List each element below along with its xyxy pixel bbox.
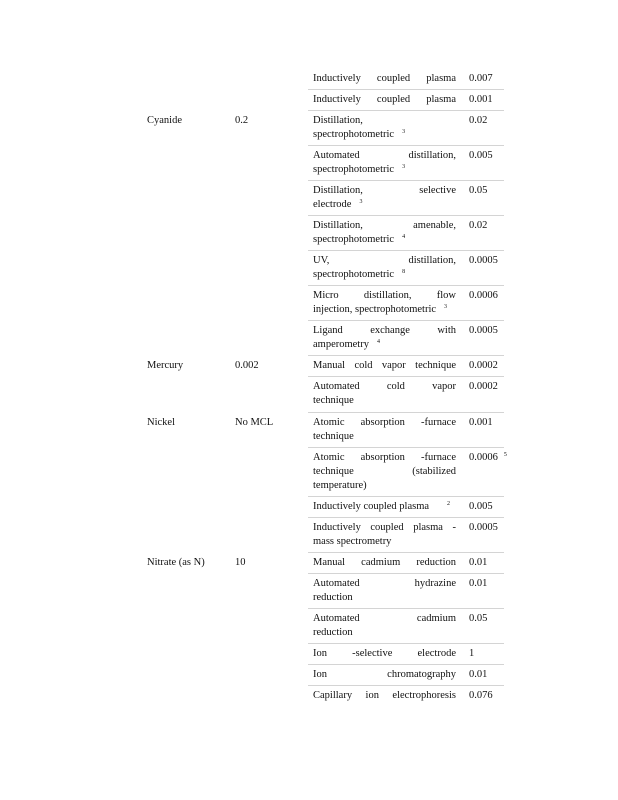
method-line: Inductively coupled plasma — [313, 73, 456, 84]
detection-limit-value: 0.001 — [469, 417, 493, 428]
footnote-marker: 4 — [376, 339, 380, 345]
detection-limit-value: 1 — [469, 648, 475, 659]
detection-limit-cell — [469, 359, 498, 373]
method-line: Capillary ion electrophoresis — [313, 690, 456, 701]
footnote-marker: 4 — [402, 234, 406, 240]
method-line: spectrophotometric — [313, 234, 395, 245]
row-divider — [308, 250, 504, 251]
method-cell — [313, 668, 456, 682]
detection-limit-value: 0.0005 — [469, 255, 498, 266]
method-line: Atomic absorption -furnace — [313, 452, 456, 463]
row-divider — [308, 517, 504, 518]
detection-limit-value: 0.01 — [469, 557, 488, 568]
mcl-cell: No MCL — [235, 417, 274, 428]
detection-limit-cell — [469, 184, 487, 198]
detection-limit-value: 0.007 — [469, 73, 493, 84]
detection-limit-cell — [469, 219, 487, 233]
contaminant-cell: Cyanide — [147, 115, 182, 126]
method-line: Automated hydrazine — [313, 578, 456, 589]
method-line: temperature) — [313, 480, 367, 491]
row-divider — [308, 496, 504, 497]
method-line: mass spectrometry — [313, 536, 392, 547]
method-line: injection, spectrophotometric — [313, 304, 437, 315]
method-cell — [313, 577, 456, 605]
method-cell — [313, 93, 456, 107]
detection-limit-value: 0.001 — [469, 94, 493, 105]
detection-limit-value: 0.0002 — [469, 381, 498, 392]
detection-limit-value: 0.01 — [469, 669, 488, 680]
detection-limit-value: 0.0005 — [469, 522, 498, 533]
detection-limit-value: 0.005 — [469, 150, 493, 161]
method-cell — [313, 556, 456, 570]
row-divider — [308, 376, 504, 377]
method-line: Ligand exchange with — [313, 325, 456, 336]
method-cell — [313, 380, 456, 408]
detection-limit-cell — [469, 149, 493, 163]
row-divider — [308, 608, 504, 609]
method-line: Inductively coupled plasma — [313, 501, 430, 512]
row-divider — [308, 355, 504, 356]
detection-limit-cell — [469, 416, 493, 430]
row-divider — [308, 89, 504, 90]
detection-limit-value: 0.005 — [469, 501, 493, 512]
method-line: reduction — [313, 592, 353, 603]
method-line: spectrophotometric — [313, 164, 395, 175]
method-line: Automated cold vapor — [313, 381, 456, 392]
method-line: technique — [313, 395, 354, 406]
row-divider — [308, 643, 504, 644]
detection-limit-cell — [469, 114, 487, 128]
method-cell — [313, 254, 456, 283]
method-cell — [313, 647, 456, 661]
method-line: amperometry — [313, 339, 369, 350]
contaminant-cell: Mercury — [147, 360, 184, 371]
method-line: Manual cadmium reduction — [313, 557, 456, 568]
method-cell — [313, 500, 456, 515]
method-line: Inductively coupled plasma - — [313, 522, 456, 533]
row-divider — [308, 552, 504, 553]
footnote-marker: 3 — [402, 164, 406, 170]
detection-limit-value: 0.0006 — [469, 290, 498, 301]
method-line: technique — [313, 431, 354, 442]
footnote-marker: 3 — [402, 129, 406, 135]
detection-limit-value: 0.076 — [469, 690, 493, 701]
method-cell — [313, 359, 456, 373]
row-divider — [308, 447, 504, 448]
method-line: Ion chromatography — [313, 669, 456, 680]
row-divider — [308, 145, 504, 146]
method-line: UV, distillation, — [313, 255, 456, 266]
method-line: Atomic absorption -furnace — [313, 417, 456, 428]
detection-limit-value: 0.0006 — [469, 452, 498, 463]
method-cell — [313, 72, 456, 86]
row-divider — [308, 180, 504, 181]
row-divider — [308, 685, 504, 686]
detection-limit-value: 0.05 — [469, 185, 488, 196]
method-line: electrode — [313, 199, 352, 210]
contaminant-cell: Nickel — [147, 417, 175, 428]
method-line: reduction — [313, 627, 353, 638]
mcl-cell: 10 — [235, 557, 246, 568]
mcl-cell: 0.2 — [235, 115, 249, 126]
method-line: spectrophotometric — [313, 129, 395, 140]
method-cell — [313, 219, 456, 248]
row-divider — [308, 285, 504, 286]
method-line: Automated distillation, — [313, 150, 456, 161]
detection-limit-cell — [469, 324, 498, 338]
row-divider — [308, 412, 504, 413]
detection-limit-cell — [469, 380, 498, 394]
method-cell — [313, 521, 456, 549]
detection-limit-cell — [469, 521, 498, 535]
method-line: Manual cold vapor technique — [313, 360, 456, 371]
detection-limit-cell — [469, 289, 498, 303]
row-divider — [308, 664, 504, 665]
footnote-marker: 5 — [503, 452, 507, 458]
detection-limit-value: 0.0002 — [469, 360, 498, 371]
detection-limit-cell — [469, 556, 487, 570]
detection-limit-cell — [469, 72, 493, 86]
contaminant-cell: Nitrate (as N) — [147, 557, 205, 568]
row-divider — [308, 215, 504, 216]
detection-limit-value: 0.0005 — [469, 325, 498, 336]
method-line: Ion -selective electrode — [313, 648, 456, 659]
row-divider — [308, 573, 504, 574]
row-divider — [308, 320, 504, 321]
method-line: Automated cadmium — [313, 613, 456, 624]
detection-limit-cell — [469, 577, 487, 591]
method-cell — [313, 416, 456, 444]
detection-limit-value: 0.02 — [469, 220, 488, 231]
method-cell — [313, 289, 456, 318]
method-line: Inductively coupled plasma — [313, 94, 456, 105]
footnote-marker: 2 — [447, 501, 450, 507]
method-cell — [313, 689, 456, 703]
method-line: Distillation, amenable, — [313, 220, 456, 231]
method-cell — [313, 451, 456, 493]
method-cell — [313, 149, 456, 178]
method-cell — [313, 324, 456, 353]
detection-limit-cell — [469, 647, 474, 661]
detection-limit-cell — [469, 93, 493, 107]
method-cell — [313, 612, 456, 640]
detection-limit-cell — [469, 500, 493, 514]
mcl-cell: 0.002 — [235, 360, 259, 371]
footnote-marker: 3 — [359, 199, 363, 205]
method-line: Micro distillation, flow — [313, 290, 456, 301]
detection-limit-cell — [469, 689, 493, 703]
detection-limit-cell — [469, 451, 507, 466]
detection-limit-value: 0.05 — [469, 613, 488, 624]
detection-limit-cell — [469, 254, 498, 268]
detection-limit-value: 0.02 — [469, 115, 488, 126]
detection-limit-cell — [469, 668, 487, 682]
method-cell — [313, 114, 456, 143]
footnote-marker: 8 — [402, 269, 406, 275]
method-line: technique (stabilized — [313, 466, 456, 477]
detection-limit-cell — [469, 612, 487, 626]
detection-limit-value: 0.01 — [469, 578, 488, 589]
footnote-marker: 3 — [444, 304, 448, 310]
method-line: Distillation, — [313, 115, 363, 126]
method-cell — [313, 184, 456, 213]
method-line: spectrophotometric — [313, 269, 395, 280]
method-line: Distillation, selective — [313, 185, 456, 196]
row-divider — [308, 110, 504, 111]
